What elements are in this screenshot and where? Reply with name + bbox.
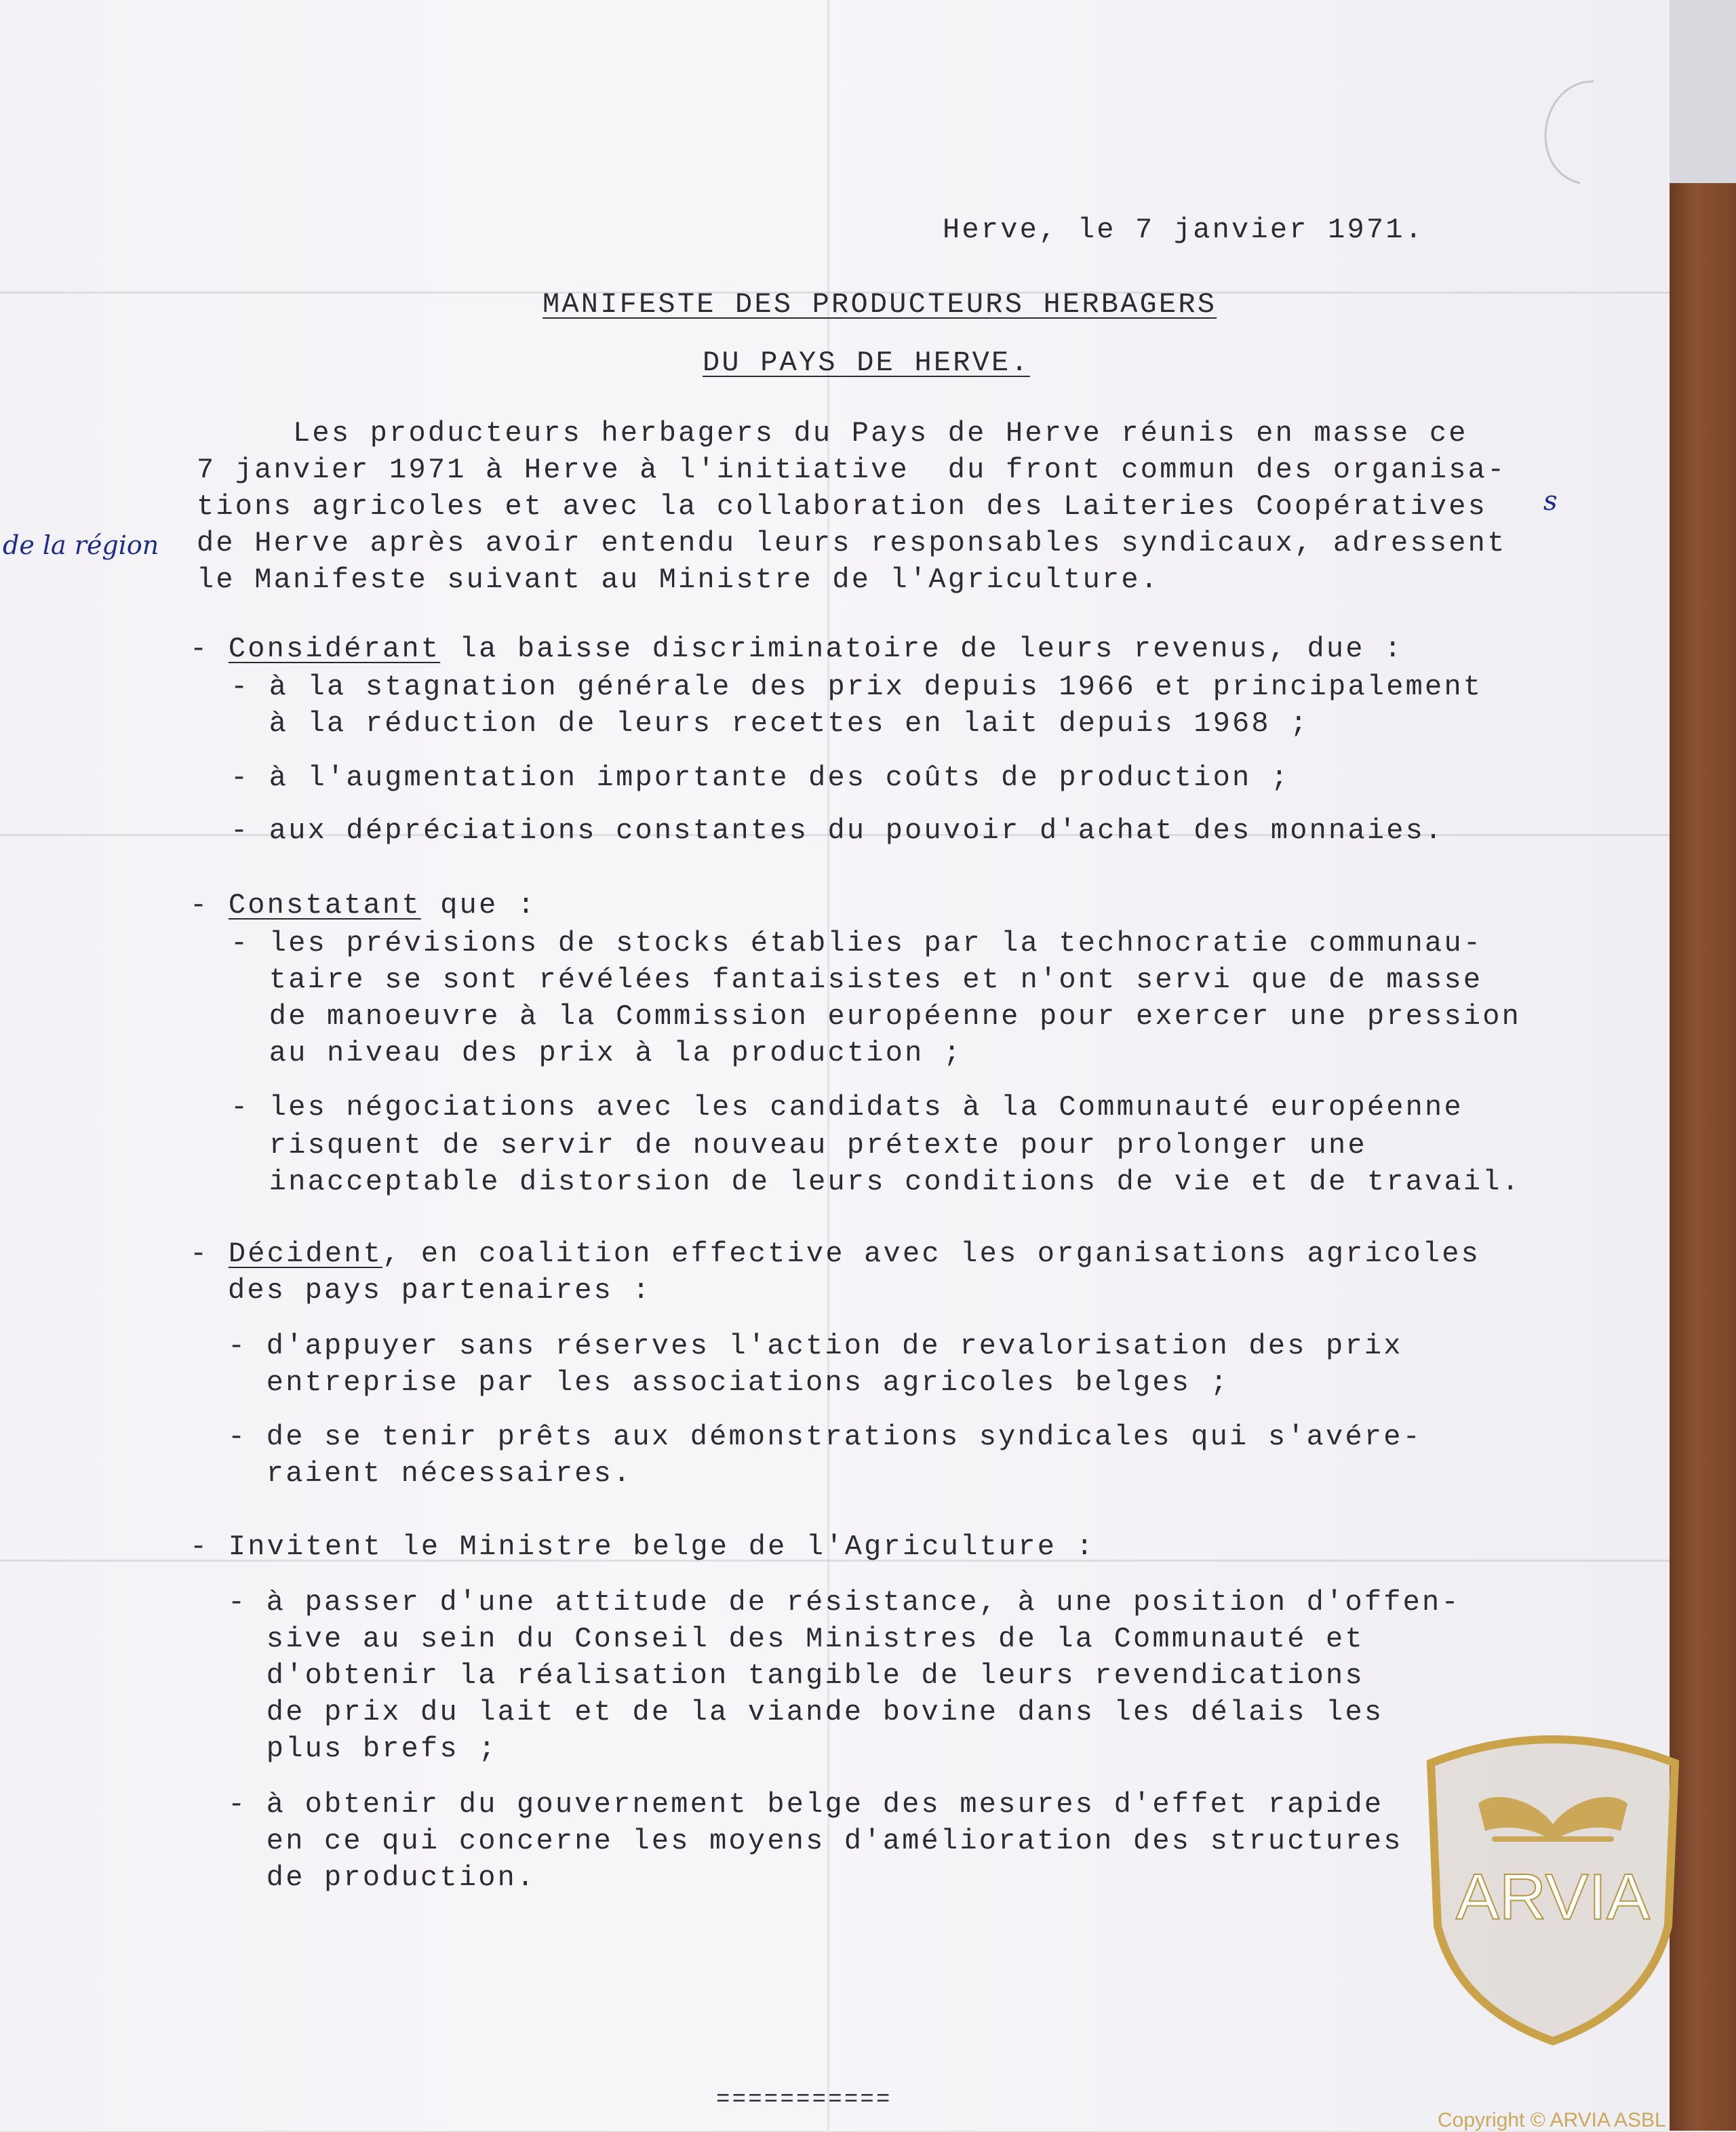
list-item: sive au sein du Conseil des Ministres de la Communauté et <box>228 1623 1364 1655</box>
list-item: inacceptable distorsion de leurs conditions de vie et de travail. <box>231 1166 1522 1198</box>
section-decident-heading: - Décident, en coalition effective avec les organisations agricoles <box>190 1238 1481 1270</box>
paper-curl-mark <box>1512 68 1621 197</box>
list-item: - à passer d'une attitude de résistance, à une position d'offen- <box>228 1586 1461 1619</box>
list-item: d'obtenir la réalisation tangible de leurs revendications <box>228 1659 1364 1692</box>
list-item: raient nécessaires. <box>228 1457 633 1490</box>
section-invitent-heading: - Invitent le Ministre belge de l'Agriculture : <box>190 1531 1095 1563</box>
list-item: au niveau des prix à la production ; <box>231 1037 963 1069</box>
heading-text: que : <box>420 889 537 922</box>
title-line-2: DU PAYS DE HERVE. <box>703 347 1030 379</box>
section-constatant-heading: - Constatant que : <box>190 889 537 922</box>
background-top <box>1670 0 1736 183</box>
intro-line: le Manifeste suivant au Ministre de l'Agriculture. <box>197 564 1160 596</box>
title-line-1: MANIFESTE DES PRODUCTEURS HERBAGERS <box>542 288 1217 321</box>
list-item: plus brefs ; <box>228 1733 498 1765</box>
keyword-decident: Décident <box>228 1238 383 1270</box>
keyword-considerant: Considérant <box>228 633 441 665</box>
heading-text: , en coalition effective avec les organisations agricoles <box>382 1238 1481 1270</box>
intro-line: de Herve après avoir entendu leurs responsables syndicaux, adressent <box>197 527 1507 559</box>
intro-line: tions agricoles et avec la collaboration des Laiteries Coopératives <box>197 490 1488 523</box>
intro-line: 7 janvier 1971 à Herve à l'initiative du front commun des organisa- <box>197 454 1507 486</box>
section-considerant-heading: - Considérant la baisse discriminatoire de leurs revenus, due : <box>190 633 1404 665</box>
list-item: de production. <box>228 1861 536 1894</box>
list-item: taire se sont révélées fantaisistes et n'ont servi que de masse <box>231 964 1483 996</box>
list-item: - les négociations avec les candidats à la Communauté européenne <box>231 1091 1463 1124</box>
list-item: - à la stagnation générale des prix depuis 1966 et principalement <box>231 671 1483 703</box>
handwritten-insertion: s <box>1543 486 1558 517</box>
list-item: - les prévisions de stocks établies par la technocratie communau- <box>231 927 1483 960</box>
list-item: en ce qui concerne les moyens d'amélioration des structures <box>228 1825 1403 1857</box>
keyword-constatant: Constatant <box>228 889 421 922</box>
list-item: à la réduction de leurs recettes en lait depuis 1968 ; <box>231 707 1309 740</box>
list-item: - à obtenir du gouvernement belge des mesures d'effet rapide <box>228 1788 1384 1821</box>
heading-continuation: des pays partenaires : <box>228 1274 652 1307</box>
list-item: entreprise par les associations agricoles belges ; <box>228 1366 1230 1399</box>
logo-text: ARVIA <box>1455 1861 1651 1933</box>
closing-rule: =========== <box>716 2087 892 2113</box>
list-item: risquent de servir de nouveau prétexte pour prolonger une <box>231 1129 1367 1162</box>
list-item: - d'appuyer sans réserves l'action de revalorisation des prix <box>228 1330 1403 1362</box>
intro-line: Les producteurs herbagers du Pays de Herve réunis en masse ce <box>197 417 1468 450</box>
copyright-notice: Copyright © ARVIA ASBL <box>1438 2109 1666 2131</box>
list-item: - aux dépréciations constantes du pouvoir d'achat des monnaies. <box>231 814 1444 847</box>
list-item: - de se tenir prêts aux démonstrations syndicales qui s'avére- <box>228 1421 1423 1453</box>
date-line: Herve, le 7 janvier 1971. <box>943 214 1425 246</box>
list-item: de manoeuvre à la Commission européenne pour exercer une pression <box>231 1000 1522 1033</box>
list-item: de prix du lait et de la viande bovine dans les délais les <box>228 1696 1384 1729</box>
list-item: - à l'augmentation importante des coûts de production ; <box>231 762 1290 794</box>
margin-handwritten-note: de la région <box>3 530 159 560</box>
arvia-logo-shield <box>1417 1722 1689 2048</box>
heading-text: la baisse discriminatoire de leurs revenus, due : <box>440 633 1404 665</box>
